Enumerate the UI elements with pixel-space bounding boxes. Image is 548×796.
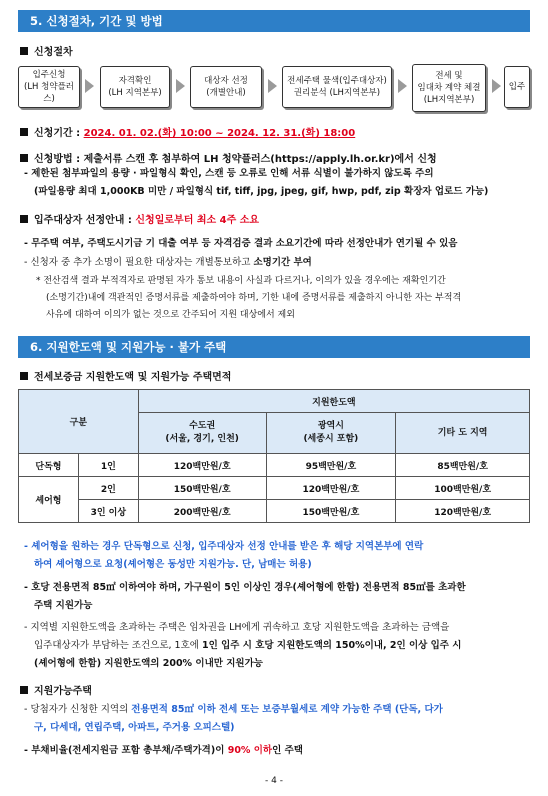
flow-step-contract: 전세 및 임대차 계약 체결 (LH지역본부) bbox=[412, 64, 486, 112]
eligible-heading: 지원가능주택 bbox=[20, 682, 92, 697]
table-header-region: 기타 도 지역 bbox=[396, 413, 530, 454]
method-note-2: (파일용량 최대 1,000KB 미만 / 파일형식 tif, tiff, jpg, jpeg, gif, hwp, pdf, zip 확장자 업로드 가능) bbox=[34, 186, 489, 197]
eligible-note-1: - 당첨자가 신청한 지역의 전용면적 85㎡ 이하 전세 또는 보증부월세로 계약 가능한 주택 (단독, 다가 bbox=[24, 704, 443, 715]
table-cell-value: 200백만원/호 bbox=[138, 500, 266, 523]
arrow-right-icon bbox=[492, 79, 501, 93]
debt-ratio-note: - 부채비율(전세지원금 포함 총부채/주택가격)이 90% 이하인 주택 bbox=[24, 745, 303, 756]
page-number: - 4 - bbox=[265, 776, 283, 786]
area-note-1: - 호당 전용면적 85㎡ 이하여야 하며, 가구원이 5인 이상인 경우(셰어형에 한함) 전용면적 85㎡를 초과한 bbox=[24, 582, 466, 593]
period-value: 2024. 01. 02.(화) 10:00 ~ 2024. 12. 31.(화) 18:00 bbox=[83, 128, 356, 139]
table-row bbox=[19, 477, 530, 500]
table-header-region: 수도권 (서울, 경기, 인천) bbox=[138, 413, 266, 454]
table-cell-value: 120백만원/호 bbox=[266, 477, 396, 500]
table-row bbox=[19, 500, 530, 523]
section-6-title-bar bbox=[18, 336, 530, 358]
flow-step-apply: 입주신청 (LH 청약플러스) bbox=[18, 66, 80, 108]
notice-note-1: - 무주택 여부, 주택도시기금 기 대출 여부 등 자격검증 결과 소요기간에 따라 선정안내가 연기될 수 있음 bbox=[24, 238, 458, 249]
table-cell-value: 150백만원/호 bbox=[266, 500, 396, 523]
area-note-2: 주택 지원가능 bbox=[34, 600, 93, 611]
table-cell-value: 120백만원/호 bbox=[396, 500, 530, 523]
notice-line: 입주대상자 선정안내 : 신청일로부터 최소 4주 소요 bbox=[20, 211, 259, 226]
table-header-region: 광역시 (세종시 포함) bbox=[266, 413, 396, 454]
square-bullet-icon bbox=[20, 372, 28, 380]
arrow-right-icon bbox=[85, 79, 94, 93]
method-note-1: - 제한된 첨부파일의 용량 · 파일형식 확인, 스캔 등 오류로 인해 서류 식별이 불가하지 않도록 주의 bbox=[24, 168, 434, 179]
square-bullet-icon bbox=[20, 686, 28, 694]
section-5-title: 5. 신청절차, 기간 및 방법 bbox=[30, 14, 163, 28]
table-header-category: 구분 bbox=[19, 390, 139, 454]
share-note-2: 하여 셰어형으로 요청(셰어형은 동성만 지원가능. 단, 남매는 허용) bbox=[34, 559, 312, 570]
notice-note-2: - 신청자 중 추가 소명이 필요한 대상자는 개별통보하고 소명기간 부여 bbox=[24, 257, 312, 268]
table-cell-value: 85백만원/호 bbox=[396, 454, 530, 477]
over-note-2: 입주대상자가 부담하는 조건으로, 1호에 1인 입주 시 호당 지원한도액의 150%이내, 2인 이상 입주 시 bbox=[34, 640, 462, 651]
table-cell-persons: 1인 bbox=[78, 454, 138, 477]
arrow-right-icon bbox=[268, 79, 277, 93]
table-heading: 전세보증금 지원한도액 및 지원가능 주택면적 bbox=[20, 368, 231, 383]
flow-step-house-search: 전세주택 물색(입주대상자) 권리분석 (LH지역본부) bbox=[282, 66, 392, 108]
table-row bbox=[19, 454, 530, 477]
notice-star-2: (소명기간)내에 객관적인 증명서류를 제출하여야 하며, 기한 내에 증명서류를 제출하지 아니한 자는 부적격 bbox=[46, 293, 462, 303]
over-note-3: (셰어형에 한함) 지원한도액의 200% 이내만 지원가능 bbox=[34, 658, 263, 669]
square-bullet-icon bbox=[20, 215, 28, 223]
procedure-heading: 신청절차 bbox=[20, 43, 73, 58]
table-cell-value: 150백만원/호 bbox=[138, 477, 266, 500]
support-limit-table bbox=[18, 389, 530, 523]
period-line: 신청기간 : 2024. 01. 02.(화) 10:00 ~ 2024. 12. 31.(화) 18:00 bbox=[20, 124, 355, 139]
square-bullet-icon bbox=[20, 47, 28, 55]
notice-star-1: * 전산검색 결과 부적격자로 판명된 자가 통보 내용이 사실과 다르거나, 이의가 있을 경우에는 재확인기간 bbox=[36, 276, 446, 286]
table-header-support: 지원한도액 bbox=[138, 390, 529, 413]
table-cell-type: 단독형 bbox=[19, 454, 79, 477]
square-bullet-icon bbox=[20, 128, 28, 136]
share-note-1: - 셰어형을 원하는 경우 단독형으로 신청, 입주대상자 선정 안내를 받은 후 해당 지역본부에 연락 bbox=[24, 541, 424, 552]
table-cell-persons: 2인 bbox=[78, 477, 138, 500]
table-cell-value: 120백만원/호 bbox=[138, 454, 266, 477]
flow-step-check: 자격확인 (LH 지역본부) bbox=[100, 66, 170, 108]
table-cell-value: 100백만원/호 bbox=[396, 477, 530, 500]
flow-step-move-in: 입주 bbox=[504, 66, 530, 108]
procedure-flow bbox=[18, 64, 530, 112]
arrow-right-icon bbox=[398, 79, 407, 93]
eligible-note-2: 구, 다세대, 연립주택, 아파트, 주거용 오피스텔) bbox=[34, 722, 235, 733]
section-6-title: 6. 지원한도액 및 지원가능 · 불가 주택 bbox=[30, 340, 227, 354]
table-cell-persons: 3인 이상 bbox=[78, 500, 138, 523]
notice-star-3: 사유에 대하여 이의가 없는 것으로 간주되어 지원 대상에서 제외 bbox=[46, 310, 295, 320]
notice-value: 신청일로부터 최소 4주 소요 bbox=[135, 215, 260, 226]
method-line: 신청방법 : 제출서류 스캔 후 첨부하여 LH 청약플러스(https://apply.lh.or.kr)에서 신청 bbox=[20, 150, 437, 165]
table-cell-value: 95백만원/호 bbox=[266, 454, 396, 477]
section-5-title-bar bbox=[18, 10, 530, 32]
arrow-right-icon bbox=[176, 79, 185, 93]
over-note-1: - 지역별 지원한도액을 초과하는 주택은 임차권을 LH에게 귀속하고 호당 지원한도액을 초과하는 금액을 bbox=[24, 622, 450, 633]
flow-step-select: 대상자 선정 (개별안내) bbox=[190, 66, 262, 108]
square-bullet-icon bbox=[20, 154, 28, 162]
table-cell-type: 셰어형 bbox=[19, 477, 79, 523]
